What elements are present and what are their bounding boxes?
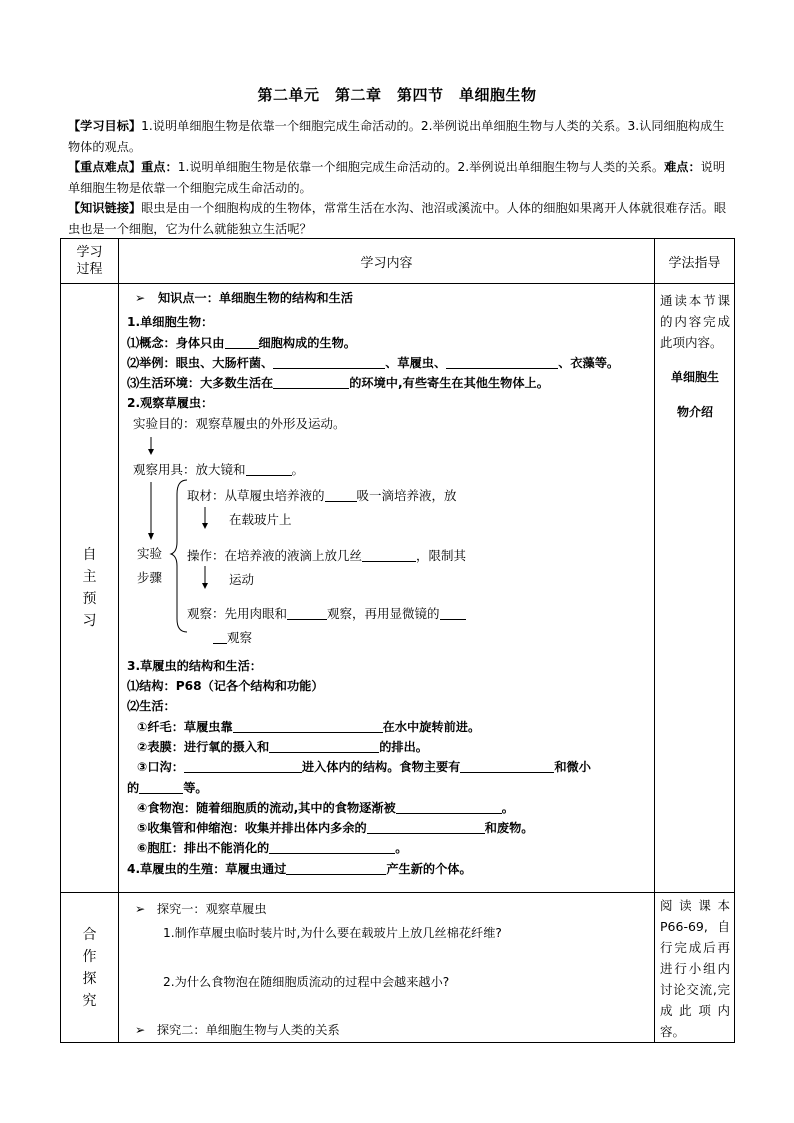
blank-field[interactable]: [233, 718, 383, 733]
section-self-preview: [61, 284, 735, 893]
blank-field[interactable]: [269, 839, 395, 854]
blank-field[interactable]: [440, 605, 466, 620]
repro-text-a: 4.草履虫的生殖：草履虫通过: [127, 861, 287, 876]
examples-text-a: ⑵举例：眼虫、大肠杆菌、: [127, 355, 274, 370]
concept-text-a: ⑴概念：身体只由: [127, 335, 225, 350]
blank-field[interactable]: [367, 819, 485, 834]
explore-1: [127, 899, 654, 919]
self-preview-label: [61, 284, 119, 893]
blank-field[interactable]: [460, 758, 554, 773]
bullet-icon: ➢: [135, 291, 146, 305]
blank-field[interactable]: [246, 461, 292, 476]
line-examples: [127, 353, 654, 373]
membrane-text-a: ②表膜：进行氧的摄入和: [137, 739, 270, 754]
oral-text-b: 进入体内的结构。食物主要有: [301, 760, 461, 775]
page-title: 第二单元 第二章 第四节 单细胞生物: [257, 86, 537, 104]
difficulty-text: 说明单细胞生物是依靠一个细胞完成生命活动的。: [68, 160, 726, 195]
self-preview-guide: [655, 284, 735, 893]
label-char: 预: [82, 591, 97, 607]
blank-field[interactable]: [273, 374, 349, 389]
question-2: 2.为什么食物泡在随细胞质流动的过程中会越来越小?: [163, 974, 450, 989]
table-header-row: [61, 239, 735, 284]
step-observe-cont: [213, 628, 252, 648]
contractile-text-a: ⑤收集管和伸缩泡：收集并排出体内多余的: [137, 821, 367, 836]
experiment-diagram: [127, 414, 654, 654]
experiment-purpose: 实验目的：观察草履虫的外形及运动。: [133, 415, 346, 431]
oral-text-e: 等。: [183, 780, 208, 795]
header-process-line2: 过程: [76, 262, 103, 277]
study-table: [60, 238, 735, 1043]
label-char: 究: [82, 992, 97, 1009]
line-structure: ⑴结构：P68（记各个结构和功能）: [127, 679, 324, 694]
line-oral-groove-cont: [127, 778, 654, 798]
step-take: [187, 486, 457, 506]
cooperative-guide: [655, 893, 735, 1043]
explore-2-text: 探究二：单细胞生物与人类的关系: [156, 1022, 340, 1037]
vacuole-text-a: ④食物泡：随着细胞质的流动,其中的食物逐渐被: [137, 800, 396, 815]
line-reproduction: [127, 859, 654, 879]
op-text-b: ，限制其: [416, 547, 467, 563]
oral-text-c: 和微小: [554, 760, 591, 775]
blank-field[interactable]: [213, 629, 227, 644]
guide-intro-1: 单细胞生: [670, 370, 719, 384]
knowledge-link: [68, 198, 734, 239]
link-text: 眼虫是由一个细胞构成的生物体，常常生活在水沟、池沼或溪流中。人体的细胞如果离开人体就很难存活。眼虫也是一个细胞，它为什么就能独立生活呢？: [68, 201, 727, 236]
section-cooperative: [61, 893, 735, 1043]
self-preview-content: [119, 284, 655, 893]
oral-text-a: ③口沟：: [137, 760, 184, 775]
bullet-icon: ➢: [135, 1022, 146, 1037]
heading-3: 3.草履虫的结构和生活：: [127, 658, 262, 673]
guide-intro-2: 物介绍: [676, 405, 713, 419]
label-char: 自: [82, 547, 97, 563]
obs-text-b: 观察，再用显微镜的: [327, 605, 440, 621]
step-take-cont: 在载玻片上: [229, 511, 292, 527]
examples-text-c: 、衣藻等。: [558, 355, 620, 370]
header-process-line1: 学习: [76, 245, 103, 260]
tools-text-b: 。: [291, 461, 305, 477]
obs-text-a: 观察：先用肉眼和: [187, 605, 288, 621]
heading-2: 2.观察草履虫：: [127, 396, 214, 411]
goals-label: 【学习目标】: [68, 119, 142, 133]
line-oral-groove: [127, 757, 654, 777]
blank-field[interactable]: [362, 547, 416, 562]
key-point-text: 1.说明单细胞生物是依靠一个细胞完成生命活动的。2.举例说出单细胞生物与人类的关系。: [177, 160, 665, 174]
explore-1-text: 探究一：观察草履虫: [156, 902, 267, 916]
line-concept: [127, 333, 654, 353]
line-membrane: [127, 737, 654, 757]
blank-field[interactable]: [286, 860, 386, 875]
take-text-a: 取材：从草履虫培养液的: [187, 487, 325, 503]
step-observe: [187, 604, 466, 624]
header-process: [61, 239, 119, 284]
bullet-icon: ➢: [135, 902, 146, 916]
header-guide: 学法指导: [655, 239, 735, 284]
concept-text-b: 细胞构成的生物。: [258, 335, 356, 350]
step-operate-cont: 运动: [229, 571, 255, 587]
repro-text-b: 产生新的个体。: [386, 861, 472, 876]
blank-field[interactable]: [269, 738, 379, 753]
op-text-a: 操作：在培养液的液滴上放几丝: [187, 547, 363, 563]
kp1-text: 知识点一：单细胞生物的结构和生活: [157, 291, 353, 305]
line-food-vacuole: [127, 798, 654, 818]
label-char: 探: [82, 970, 97, 987]
key-point-label: 重点：: [141, 160, 178, 174]
blank-field[interactable]: [287, 605, 327, 620]
contractile-text-b: 和废物。: [484, 821, 534, 836]
header-content: 学习内容: [119, 239, 655, 284]
vacuole-text-b: 。: [501, 800, 514, 815]
key-difficulties: [68, 157, 734, 198]
question-1: 1.制作草履虫临时装片时,为什么要在载玻片上放几丝棉花纤维?: [163, 926, 502, 941]
steps-label-2: 步骤: [137, 569, 163, 585]
line-environment: [127, 373, 654, 393]
link-label: 【知识链接】: [68, 201, 142, 215]
label-char: 习: [82, 613, 97, 629]
cilia-text-b: 在水中旋转前进。: [382, 719, 481, 734]
guide-inquiry-text: 阅读课本P66-69,自行完成后再进行小组内讨论交流,完成此项内容。: [660, 898, 730, 1039]
blank-field[interactable]: [446, 354, 558, 369]
goals-text: 1.说明单细胞生物是依靠一个细胞完成生命活动的。2.举例说出单细胞生物与人类的关系。3.认同细胞构成生物体的观点。: [68, 119, 725, 154]
difficulty-label: 难点：: [664, 160, 701, 174]
key-label: 【重点难点】: [68, 160, 142, 174]
take-text-b: 吸一滴培养液，放: [356, 487, 457, 503]
cooperative-label: [61, 893, 119, 1043]
blank-field[interactable]: [184, 758, 302, 773]
obs-text-c: 观察: [227, 629, 253, 645]
line-life: ⑵生活：: [127, 699, 176, 714]
oral-text-d: 的: [127, 780, 140, 795]
learning-goals: [68, 116, 734, 157]
examples-text-b: 、草履虫、: [385, 355, 447, 370]
blank-field[interactable]: [325, 487, 357, 502]
blank-field[interactable]: [139, 779, 183, 794]
line-contractile: [127, 818, 654, 838]
blank-field[interactable]: [225, 334, 259, 349]
tools-text-a: 观察用具：放大镜和: [133, 461, 246, 477]
line-anal-pore: [127, 838, 654, 858]
env-text-a: ⑶生活环境：大多数生活在: [127, 376, 274, 391]
pore-text-b: 。: [395, 841, 408, 856]
step-operate: [187, 546, 466, 566]
steps-label-1: 实验: [137, 545, 163, 561]
guide-read-text: 通读本节课的内容完成此项内容。: [660, 293, 730, 350]
pore-text-a: ⑥胞肛：排出不能消化的: [137, 841, 270, 856]
line-cilia: [127, 717, 654, 737]
label-char: 合: [82, 926, 97, 943]
knowledge-point-1: [127, 288, 654, 308]
label-char: 主: [82, 569, 97, 585]
experiment-tools: [133, 460, 304, 480]
membrane-text-b: 的排出。: [379, 739, 428, 754]
cilia-text-a: ①纤毛：草履虫靠: [137, 719, 233, 734]
blank-field[interactable]: [273, 354, 385, 369]
cooperative-content: [119, 893, 655, 1043]
heading-1: 1.单细胞生物：: [127, 315, 214, 330]
env-text-b: 的环境中,有些寄生在其他生物体上。: [349, 376, 549, 391]
label-char: 作: [82, 948, 97, 965]
blank-field[interactable]: [396, 799, 502, 814]
intro-section: [68, 116, 734, 239]
explore-2: [127, 1020, 654, 1040]
